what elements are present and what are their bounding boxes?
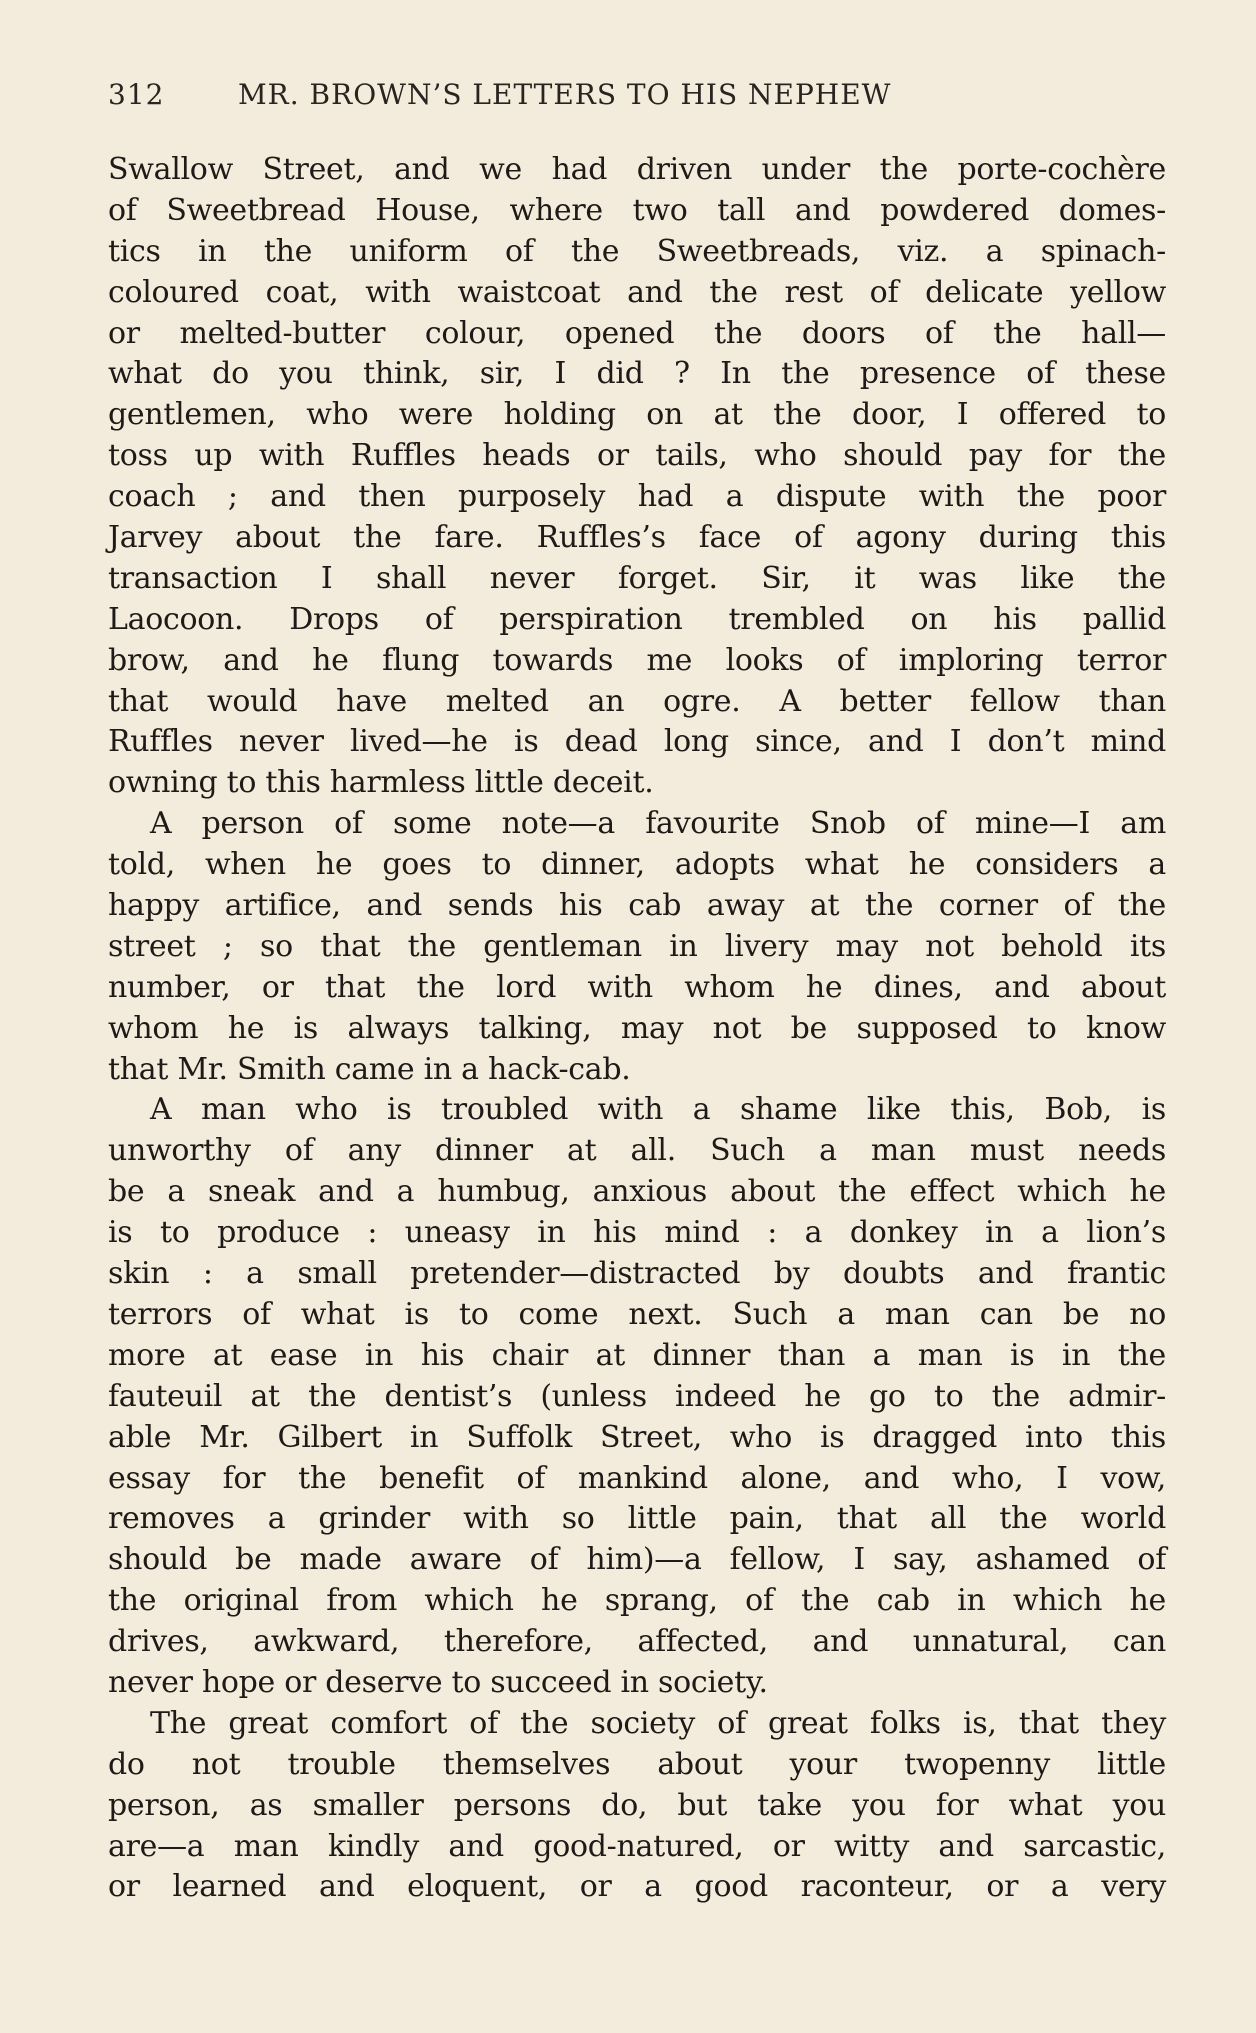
- paragraph-first-line: The great comfort of the society of great folks is, that they: [150, 1705, 1166, 1741]
- text-line: should be made aware of him)—a fellow, I say, ashamed of: [108, 1542, 1166, 1578]
- text-line: transaction I shall never forget. Sir, it was like the: [108, 560, 1166, 596]
- body-text: [108, 150, 1166, 1908]
- text-line: tics in the uniform of the Sweetbreads, viz. a spinach-: [108, 233, 1166, 269]
- text-line: of Sweetbread House, where two tall and powdered domes-: [108, 192, 1166, 228]
- text-line: fauteuil at the dentist’s (unless indeed he go to the admir-: [108, 1378, 1166, 1414]
- text-line: are—a man kindly and good-natured, or witty and sarcastic,: [108, 1828, 1166, 1864]
- text-line: coloured coat, with waistcoat and the rest of delicate yellow: [108, 274, 1166, 310]
- text-line: be a sneak and a humbug, anxious about the effect which he: [108, 1174, 1166, 1210]
- text-line: that Mr. Smith came in a hack-cab.: [108, 1051, 631, 1087]
- text-line: that would have melted an ogre. A better fellow than: [108, 683, 1166, 719]
- text-line: or melted-butter colour, opened the doors of the hall—: [108, 315, 1166, 351]
- text-line: number, or that the lord with whom he dines, and about: [108, 969, 1166, 1005]
- text-line: essay for the benefit of mankind alone, and who, I vow,: [108, 1460, 1166, 1496]
- text-line: coach ; and then purposely had a dispute with the poor: [108, 479, 1166, 515]
- text-line: owning to this harmless little deceit.: [108, 765, 654, 801]
- paragraph-first-line: A man who is troubled with a shame like this, Bob, is: [150, 1092, 1166, 1128]
- text-line: is to produce : uneasy in his mind : a donkey in a lion’s: [108, 1215, 1166, 1251]
- text-line: the original from which he sprang, of the cab in which he: [108, 1583, 1166, 1619]
- text-line: whom he is always talking, may not be supposed to know: [108, 1010, 1166, 1046]
- text-line: able Mr. Gilbert in Suffolk Street, who is dragged into this: [108, 1419, 1166, 1455]
- running-title: MR. BROWN’S LETTERS TO HIS NEPHEW: [238, 78, 892, 111]
- text-line: terrors of what is to come next. Such a man can be no: [108, 1296, 1166, 1332]
- text-line: Laocoon. Drops of perspiration trembled on his pallid: [108, 601, 1166, 637]
- page-header: [108, 78, 1168, 124]
- paragraph-first-line: A person of some note—a favourite Snob of mine—I am: [150, 806, 1166, 842]
- text-line: Ruffles never lived—he is dead long since, and I don’t mind: [108, 724, 1166, 760]
- page-number: 312: [108, 78, 165, 111]
- text-line: skin : a small pretender—distracted by doubts and frantic: [108, 1256, 1166, 1292]
- text-line: more at ease in his chair at dinner than a man is in the: [108, 1337, 1166, 1373]
- text-line: street ; so that the gentleman in livery may not behold its: [108, 928, 1166, 964]
- text-line: told, when he goes to dinner, adopts what he considers a: [108, 847, 1166, 883]
- text-line: happy artifice, and sends his cab away at the corner of the: [108, 888, 1166, 924]
- text-line: or learned and eloquent, or a good raconteur, or a very: [108, 1869, 1166, 1905]
- text-line: toss up with Ruffles heads or tails, who should pay for the: [108, 438, 1166, 474]
- text-line: do not trouble themselves about your twopenny little: [108, 1746, 1166, 1782]
- text-line: person, as smaller persons do, but take you for what you: [108, 1787, 1166, 1823]
- text-line: never hope or deserve to succeed in society.: [108, 1664, 768, 1700]
- text-line: removes a grinder with so little pain, that all the world: [108, 1501, 1166, 1537]
- text-line: drives, awkward, therefore, affected, and unnatural, can: [108, 1624, 1166, 1660]
- text-line: unworthy of any dinner at all. Such a man must needs: [108, 1133, 1166, 1169]
- text-line: Jarvey about the fare. Ruffles’s face of agony during this: [108, 520, 1166, 556]
- text-line: gentlemen, who were holding on at the door, I offered to: [108, 397, 1166, 433]
- text-line: Swallow Street, and we had driven under the porte-cochère: [108, 152, 1166, 187]
- text-line: what do you think, sir, I did ? In the presence of these: [108, 356, 1166, 392]
- text-line: brow, and he flung towards me looks of imploring terror: [108, 642, 1166, 678]
